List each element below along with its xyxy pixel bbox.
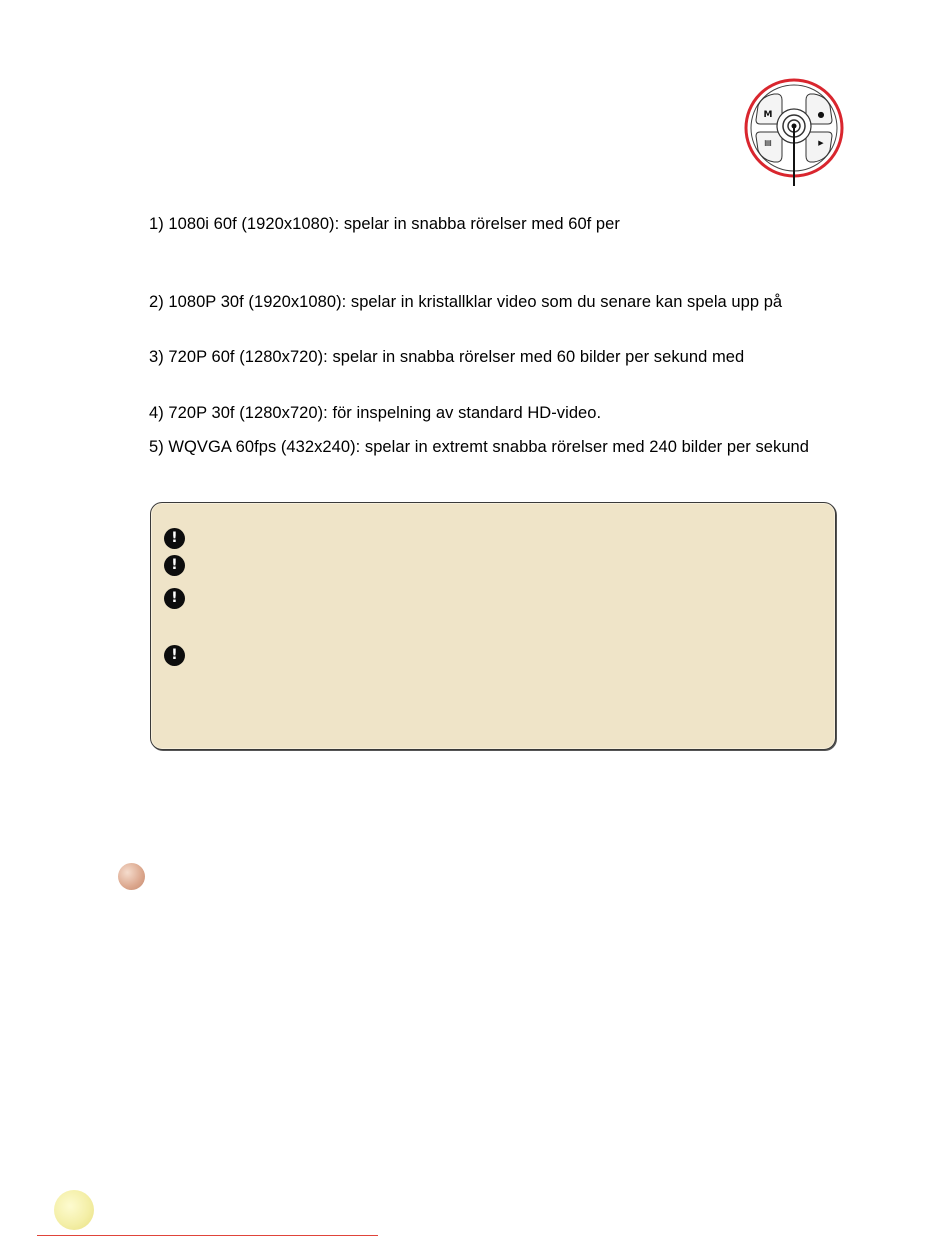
warning-icon: ! [164, 528, 185, 549]
resolution-item-720p60: 3) 720P 60f (1280x720): spelar in snabba rörelser med 60 bilder per sekund med [149, 348, 745, 366]
dial-button-play-label: ▶ [818, 139, 824, 147]
resolution-item-1080p: 2) 1080P 30f (1920x1080): spelar in kristallklar video som du senare kan spela upp på [149, 293, 783, 311]
section-bullet-icon [118, 863, 145, 890]
warning-icon: ! [164, 645, 185, 666]
warning-icon: ! [164, 588, 185, 609]
note-box [150, 502, 836, 750]
resolution-item-720p30: 4) 720P 30f (1280x720): för inspelning av standard HD-video. [149, 404, 602, 422]
resolution-item-wqvga: 5) WQVGA 60fps (432x240): spelar in extremt snabba rörelser med 240 bilder per sekund [149, 438, 809, 456]
warning-icon: ! [164, 555, 185, 576]
resolution-item-1080i: 1) 1080i 60f (1920x1080): spelar in snabba rörelser med 60f per [149, 215, 620, 233]
dial-button-record-label: ● [817, 110, 825, 119]
navigation-dial-icon [742, 78, 846, 188]
dial-button-m-label: M [763, 110, 773, 120]
footer-rule [37, 1235, 378, 1236]
dial-button-menu-label: ▤ [764, 138, 772, 147]
page-number-circle [54, 1190, 94, 1230]
